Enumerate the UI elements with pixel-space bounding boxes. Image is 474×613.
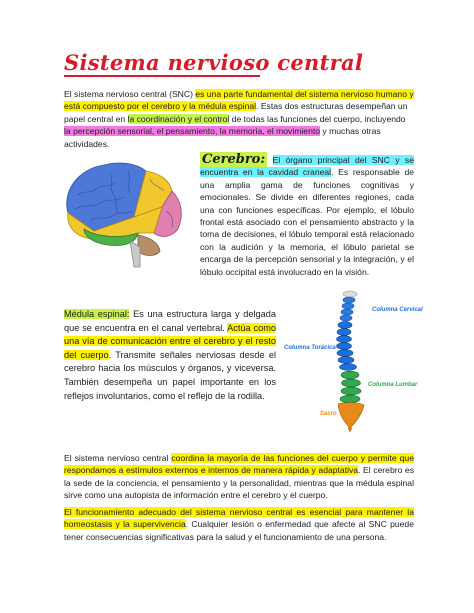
medula-text-1: Es una estructura larga y delgada que se encuentra en el canal vertebral.	[64, 309, 276, 333]
thoracic-vertebrae	[337, 322, 357, 371]
funcionamiento-highlight: El funcionamiento adecuado del sistema nervioso central es esencial para mantener la homeostasis y la supervivencia	[64, 507, 414, 530]
coordina-paragraph	[64, 452, 414, 502]
intro-text-3: de todas las funciones del cuerpo, incluyendo	[229, 113, 406, 124]
sacrum	[338, 403, 364, 432]
label-cervical: Columna Cervical	[372, 307, 423, 313]
cerebro-paragraph	[200, 154, 414, 278]
coordina-text-1: El sistema nervioso central	[64, 453, 172, 463]
funcionamiento-text: . Cualquier lesión o enfermedad que afecte al SNC puede tener consecuencias significativas para la salud y el funcionamiento de una persona.	[64, 519, 414, 542]
intro-text-1: El sistema nervioso central (SNC)	[64, 89, 196, 99]
lumbar-vertebrae	[340, 371, 361, 403]
coordina-highlight: coordina la mayoría de las funciones del cuerpo y permite que respondamos a estímulos externos e internos de manera rápida y adaptativa	[64, 453, 414, 476]
cerebro-text: . Es responsable de una amplia gama de funciones cognitivas y emocionales. Se divide en diferentes regiones, cada una con funciones específicas. Por ejemplo, el lóbulo frontal está asociado con el pensamiento abstracto y la toma de decisiones, el lóbulo temporal está relacionado con la audición y la memoria, el lóbulo parietal se encarga de la percepción sensorial y la integración, y el lóbulo occipital está involucrado en la visión.	[200, 167, 414, 277]
medula-text-2: . Transmite señales nerviosas desde el cerebro hacia los músculos y órganos, y viceversa. También desempeña un papel importante en los reflejos involuntarios, como el reflejo de la rodilla.	[64, 349, 276, 401]
medula-highlight: Actúa como una vía de comunicación entre el cerebro y el resto del cuerpo	[64, 322, 277, 360]
cerebro-heading: Cerebro:	[202, 152, 266, 167]
cerebro-highlight: El órgano principal del SNC y se encuentra en la cavidad craneal	[200, 155, 415, 178]
page-title: Sistema nervioso central	[64, 50, 364, 75]
intro-highlight-2: la coordinación y el control	[127, 113, 230, 124]
coordina-text-2: . El cerebro es la sede de la conciencia, el pensamiento y la personalidad, mientras que la médula espinal sirve como una autopista de información entre el cerebro y el cuerpo.	[64, 465, 414, 501]
brain-illustration	[54, 155, 188, 275]
intro-text-4: y muchas otras actividades.	[64, 126, 381, 149]
cervical-vertebrae	[340, 291, 357, 321]
label-lumbar: Columna Lumbar	[368, 382, 418, 388]
title-underline	[64, 75, 260, 77]
label-toracica: Columna Torácica	[284, 345, 336, 351]
medula-paragraph	[64, 308, 276, 403]
funcionamiento-paragraph	[64, 506, 414, 543]
intro-highlight-3: la percepción sensorial, el pensamiento, la memoria, el movimiento	[64, 126, 321, 137]
intro-paragraph	[64, 88, 414, 150]
label-sacro: Sacro	[320, 411, 337, 417]
intro-highlight-1: es una parte fundamental del sistema nervioso humano y está compuesto por el cerebro y la médula espinal	[64, 89, 414, 112]
medula-heading: Médula espinal:	[64, 309, 130, 319]
intro-text-2: . Estas dos estructuras desempeñan un papel central en	[64, 101, 408, 124]
